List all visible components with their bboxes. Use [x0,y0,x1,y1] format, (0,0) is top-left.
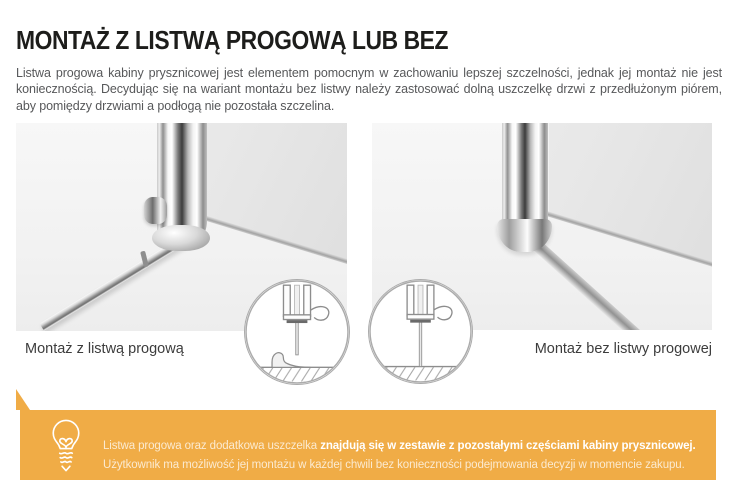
cross-section-drawing-no-strip [369,280,472,383]
note-line1-regular: Listwa progowa oraz dodatkowa uszczelka [103,439,321,452]
diagram-with-threshold-strip [245,280,349,384]
diagram-without-threshold-strip [369,280,472,383]
caption-with-strip: Montaż z listwą progową [25,341,184,357]
caption-without-strip: Montaż bez listwy progowej [534,341,712,357]
chrome-door-profile [502,123,548,229]
note-line2: Użytkownik ma możliwość jej montażu w każdej chwili bez konieczności podejmowania decyzji w momencie zakupu. [103,459,685,471]
intro-text: Listwa progowa kabiny prysznicowej jest elementem pomocnym w zachowaniu lepszej szczelności, jednak jej montaż nie jest koniecznością. Decydując się na wariant montażu bez listwy należy zastosować dolną uszczelkę drzwi z przedłużonym piórem, aby pomiędzy drzwiami a podłogą nie pozostała szczelina. [16,65,722,113]
cross-section-drawing-with-strip [245,280,349,384]
profile-base-cap [152,225,210,251]
banner-fold [16,389,30,410]
lightbulb-icon [47,418,85,474]
note-line1-bold: znajdują się w zestawie z pozostałymi częściami kabiny prysznicowej [320,439,693,452]
note-text [103,437,736,476]
page-title: MONTAŻ Z LISTWĄ PROGOWĄ LUB BEZ [16,25,449,56]
hinge-knuckle [144,197,167,224]
note-line1-period: . [692,439,696,452]
note-banner [20,410,716,480]
